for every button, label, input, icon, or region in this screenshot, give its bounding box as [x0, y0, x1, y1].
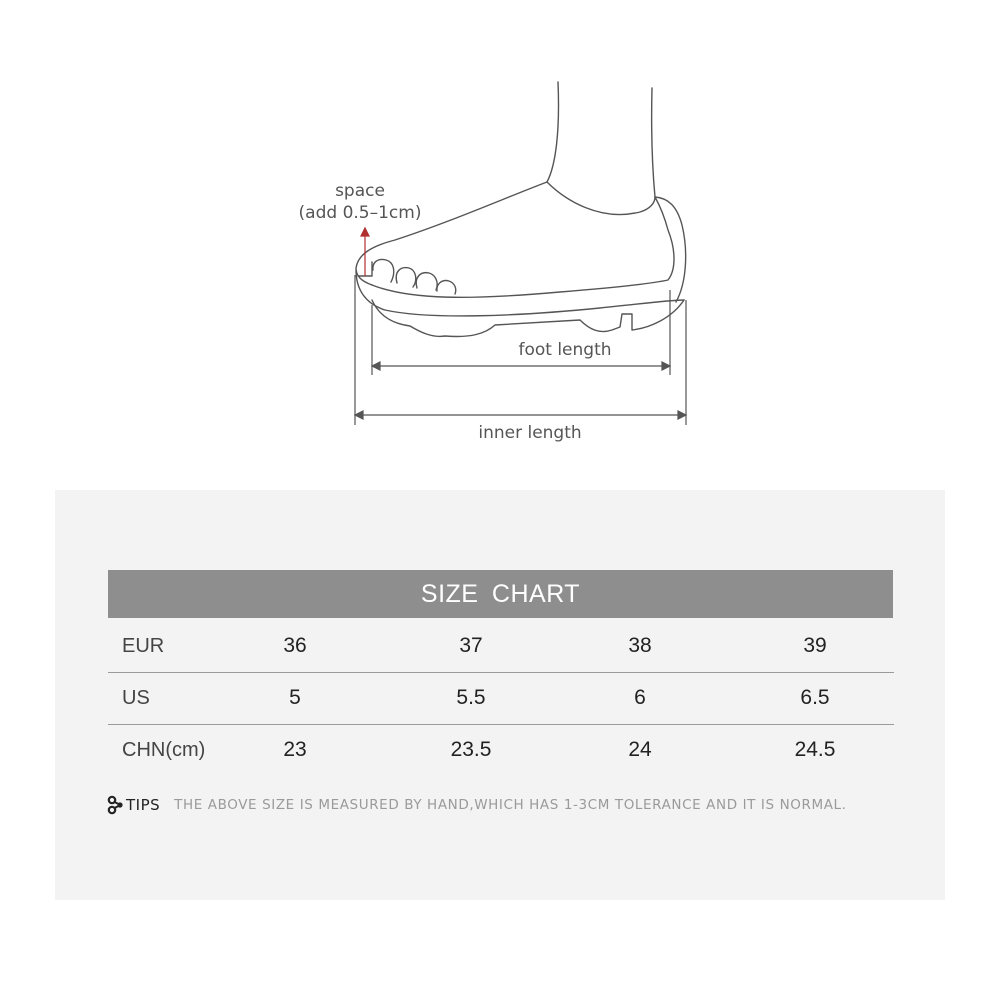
- foot-measurement-diagram: [0, 0, 1000, 470]
- shoe-heel-line: [655, 197, 686, 302]
- space-arrow: [361, 228, 369, 276]
- foot-length-dimension: [372, 290, 670, 375]
- size-cell: 36: [283, 634, 307, 657]
- sole-tread-line: [372, 300, 684, 337]
- table-row-eur: [108, 620, 894, 673]
- table-row-us: [108, 672, 894, 725]
- foot-top-line: [547, 182, 655, 215]
- size-cell: 5: [289, 686, 301, 709]
- size-cell: 24: [628, 738, 652, 761]
- foot-length-label: foot length: [518, 340, 612, 360]
- size-cell: 23.5: [450, 738, 492, 761]
- table-row-chn: [108, 724, 894, 776]
- leg-back-line: [652, 88, 655, 197]
- size-cell: 38: [628, 634, 652, 657]
- row-label: US: [122, 687, 150, 709]
- tips-text: THE ABOVE SIZE IS MEASURED BY HAND,WHICH HAS 1-3CM TOLERANCE AND IT IS NORMAL.: [174, 797, 847, 813]
- toe-4: [437, 281, 456, 294]
- link-icon: [107, 795, 124, 815]
- toe-2: [396, 268, 416, 287]
- size-cell: 37: [459, 634, 483, 657]
- row-label: CHN(cm): [122, 739, 206, 761]
- size-cell: 5.5: [456, 686, 486, 709]
- space-note: (add 0.5–1cm): [298, 203, 422, 223]
- leg-front-line: [547, 82, 559, 182]
- size-chart-panel: [55, 490, 945, 900]
- row-label: EUR: [122, 635, 165, 657]
- size-cell: 6: [634, 686, 646, 709]
- size-chart-title: SIZE CHART: [108, 570, 893, 618]
- size-cell: 6.5: [800, 686, 830, 709]
- tips-line: [107, 793, 847, 817]
- space-label: space: [335, 181, 385, 201]
- size-cell: 24.5: [794, 738, 836, 761]
- toe-3: [416, 273, 437, 290]
- tips-label: TIPS: [126, 796, 161, 814]
- shoe-outline-illustration: [0, 0, 1000, 470]
- toe-1: [373, 259, 394, 282]
- inner-length-label: inner length: [478, 423, 582, 443]
- size-cell: 23: [283, 738, 307, 761]
- size-cell: 39: [803, 634, 827, 657]
